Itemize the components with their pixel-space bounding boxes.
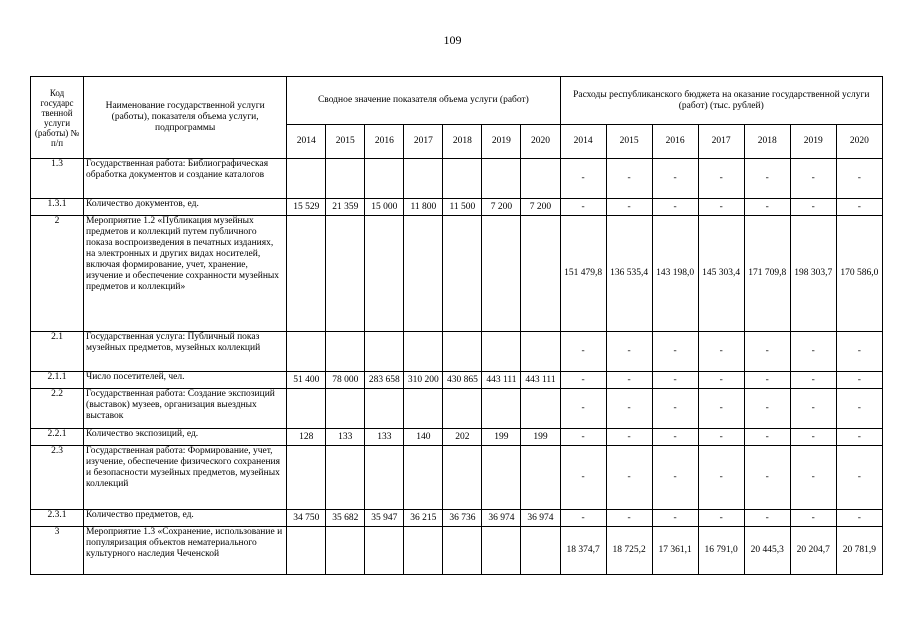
table-row [31,159,883,199]
expense-cell: - [744,389,790,429]
volume-cell: 35 682 [326,510,365,527]
volume-cell [482,332,521,372]
volume-cell [287,527,326,575]
header-volume-year: 2016 [365,125,404,159]
expense-cell: - [836,199,882,216]
header-expense-year: 2017 [698,125,744,159]
volume-cell [287,446,326,510]
expense-cell: - [836,372,882,389]
row-name: Государственная работа: Библиографическая обработка документов и создание каталогов [84,159,287,199]
volume-cell: 51 400 [287,372,326,389]
row-code: 2.3 [31,446,84,510]
volume-cell [365,527,404,575]
row-code: 1.3.1 [31,199,84,216]
expense-cell: - [698,159,744,199]
volume-cell: 15 000 [365,199,404,216]
expense-cell: 145 303,4 [698,216,744,332]
row-name: Мероприятие 1.2 «Публикация музейных предметов и коллекций путем публичного показа воспроизведения в печатных изданиях, на электронных и других видах носителей, включая формирование, учет, хранение, изучение и обеспечение сохранности музейных предметов и коллекций» [84,216,287,332]
header-volume-year: 2014 [287,125,326,159]
expense-cell: 136 535,4 [606,216,652,332]
volume-cell [365,446,404,510]
header-expense-year: 2014 [560,125,606,159]
volume-cell [521,159,560,199]
row-code: 3 [31,527,84,575]
volume-cell: 36 215 [404,510,443,527]
expense-cell: - [698,510,744,527]
table-row [31,527,883,575]
row-code: 2.1 [31,332,84,372]
volume-cell: 430 865 [443,372,482,389]
expense-cell: - [652,429,698,446]
header-volume-year: 2015 [326,125,365,159]
volume-cell [287,389,326,429]
expense-cell: - [790,389,836,429]
row-name: Количество экспозиций, ед. [84,429,287,446]
volume-cell: 36 974 [482,510,521,527]
row-name: Мероприятие 1.3 «Сохранение, использование и популяризация объектов нематериального культурного наследия Чеченской [84,527,287,575]
expense-cell: - [744,159,790,199]
row-code: 2 [31,216,84,332]
volume-cell: 443 111 [482,372,521,389]
volume-cell [521,527,560,575]
expense-cell: - [836,332,882,372]
expense-cell: - [652,372,698,389]
expense-cell: - [606,510,652,527]
expense-cell: 143 198,0 [652,216,698,332]
volume-cell: 11 800 [404,199,443,216]
expense-cell: - [606,446,652,510]
volume-cell [521,332,560,372]
expense-cell: 20 445,3 [744,527,790,575]
volume-cell: 7 200 [482,199,521,216]
expense-cell: 20 781,9 [836,527,882,575]
row-name: Государственная работа: Формирование, учет, изучение, обеспечение физического сохранения и безопасности музейных предметов, музейных коллекций [84,446,287,510]
budget-table [30,76,883,575]
row-code: 2.3.1 [31,510,84,527]
row-code: 2.1.1 [31,372,84,389]
expense-cell: - [698,429,744,446]
expense-cell: - [698,199,744,216]
table-row [31,429,883,446]
volume-cell [365,216,404,332]
volume-cell [443,216,482,332]
volume-cell [326,446,365,510]
expense-cell: - [790,372,836,389]
header-expense-year: 2020 [836,125,882,159]
table-row [31,372,883,389]
volume-cell [287,332,326,372]
volume-cell [326,216,365,332]
volume-cell [404,527,443,575]
expense-cell: - [744,429,790,446]
header-volume-year: 2020 [521,125,560,159]
volume-cell [287,159,326,199]
expense-cell: - [652,199,698,216]
volume-cell: 7 200 [521,199,560,216]
expense-cell: 16 791,0 [698,527,744,575]
volume-cell [482,527,521,575]
expense-cell: 17 361,1 [652,527,698,575]
volume-cell [443,527,482,575]
expense-cell: - [836,389,882,429]
expense-cell: - [560,199,606,216]
expense-cell: - [652,332,698,372]
header-expense-year: 2016 [652,125,698,159]
volume-cell [443,332,482,372]
row-name: Количество документов, ед. [84,199,287,216]
header-volume-year: 2018 [443,125,482,159]
expense-cell: - [698,446,744,510]
volume-cell: 78 000 [326,372,365,389]
expense-cell: - [836,159,882,199]
row-name: Государственная работа: Создание экспозиций (выставок) музеев, организация выездных выставок [84,389,287,429]
volume-cell: 140 [404,429,443,446]
volume-cell: 199 [521,429,560,446]
expense-cell: 20 204,7 [790,527,836,575]
expense-cell: - [744,446,790,510]
volume-cell [326,159,365,199]
table-row [31,446,883,510]
volume-cell [365,389,404,429]
expense-cell: - [560,429,606,446]
table-row [31,510,883,527]
volume-cell [404,216,443,332]
volume-cell: 133 [326,429,365,446]
expense-cell: 151 479,8 [560,216,606,332]
table-row [31,332,883,372]
expense-cell: 198 303,7 [790,216,836,332]
table-row [31,199,883,216]
expense-cell: - [606,372,652,389]
volume-cell [482,159,521,199]
table-row [31,216,883,332]
expense-cell: - [560,159,606,199]
expense-cell: - [836,446,882,510]
expense-cell: - [606,159,652,199]
expense-cell: - [560,446,606,510]
header-name: Наименование государственной услуги (работы), показателя объема услуги, подпрограммы [84,77,287,159]
volume-cell [365,332,404,372]
expense-cell: - [606,332,652,372]
expense-cell: - [652,446,698,510]
header-expense-year: 2015 [606,125,652,159]
volume-cell: 34 750 [287,510,326,527]
expense-cell: - [744,332,790,372]
expense-cell: - [560,510,606,527]
expense-cell: - [790,199,836,216]
expense-cell: 18 725,2 [606,527,652,575]
volume-cell [404,332,443,372]
volume-cell [404,389,443,429]
header-volume-group: Сводное значение показателя объема услуги (работ) [287,77,560,125]
header-code: Код государс твенной услуги (работы) № п/п [31,77,84,159]
header-expense-group: Расходы республиканского бюджета на оказание государственной услуги (работ) (тыс. рублей) [560,77,882,125]
expense-cell: 170 586,0 [836,216,882,332]
expense-cell: 171 709,8 [744,216,790,332]
expense-cell: - [744,199,790,216]
volume-cell [365,159,404,199]
page-number: 109 [443,33,462,47]
expense-cell: - [698,372,744,389]
expense-cell: - [652,389,698,429]
expense-cell: - [560,389,606,429]
volume-cell: 128 [287,429,326,446]
volume-cell [404,159,443,199]
row-code: 1.3 [31,159,84,199]
expense-cell: - [606,389,652,429]
volume-cell [287,216,326,332]
row-name: Количество предметов, ед. [84,510,287,527]
expense-cell: - [606,429,652,446]
volume-cell: 283 658 [365,372,404,389]
volume-cell: 443 111 [521,372,560,389]
expense-cell: - [790,429,836,446]
volume-cell [404,446,443,510]
volume-cell: 15 529 [287,199,326,216]
volume-cell [443,446,482,510]
expense-cell: - [652,510,698,527]
volume-cell [326,389,365,429]
volume-cell [521,216,560,332]
volume-cell [482,446,521,510]
expense-cell: 18 374,7 [560,527,606,575]
volume-cell [521,446,560,510]
expense-cell: - [560,332,606,372]
header-volume-year: 2019 [482,125,521,159]
volume-cell: 36 974 [521,510,560,527]
expense-cell: - [698,389,744,429]
volume-cell [326,527,365,575]
row-code: 2.2.1 [31,429,84,446]
header-expense-year: 2019 [790,125,836,159]
expense-cell: - [560,372,606,389]
expense-cell: - [744,510,790,527]
expense-cell: - [698,332,744,372]
header-volume-year: 2017 [404,125,443,159]
row-code: 2.2 [31,389,84,429]
volume-cell: 35 947 [365,510,404,527]
table-body [31,159,883,575]
volume-cell [482,389,521,429]
expense-cell: - [836,429,882,446]
volume-cell: 133 [365,429,404,446]
row-name: Число посетителей, чел. [84,372,287,389]
expense-cell: - [790,159,836,199]
volume-cell: 11 500 [443,199,482,216]
header-expense-year: 2018 [744,125,790,159]
expense-cell: - [836,510,882,527]
expense-cell: - [790,446,836,510]
expense-cell: - [606,199,652,216]
volume-cell: 202 [443,429,482,446]
row-name: Государственная услуга: Публичный показ музейных предметов, музейных коллекций [84,332,287,372]
volume-cell: 199 [482,429,521,446]
expense-cell: - [790,332,836,372]
volume-cell: 36 736 [443,510,482,527]
volume-cell [443,159,482,199]
volume-cell [326,332,365,372]
volume-cell [443,389,482,429]
volume-cell: 21 359 [326,199,365,216]
table-row [31,389,883,429]
volume-cell [482,216,521,332]
volume-cell: 310 200 [404,372,443,389]
expense-cell: - [744,372,790,389]
expense-cell: - [790,510,836,527]
expense-cell: - [652,159,698,199]
volume-cell [521,389,560,429]
